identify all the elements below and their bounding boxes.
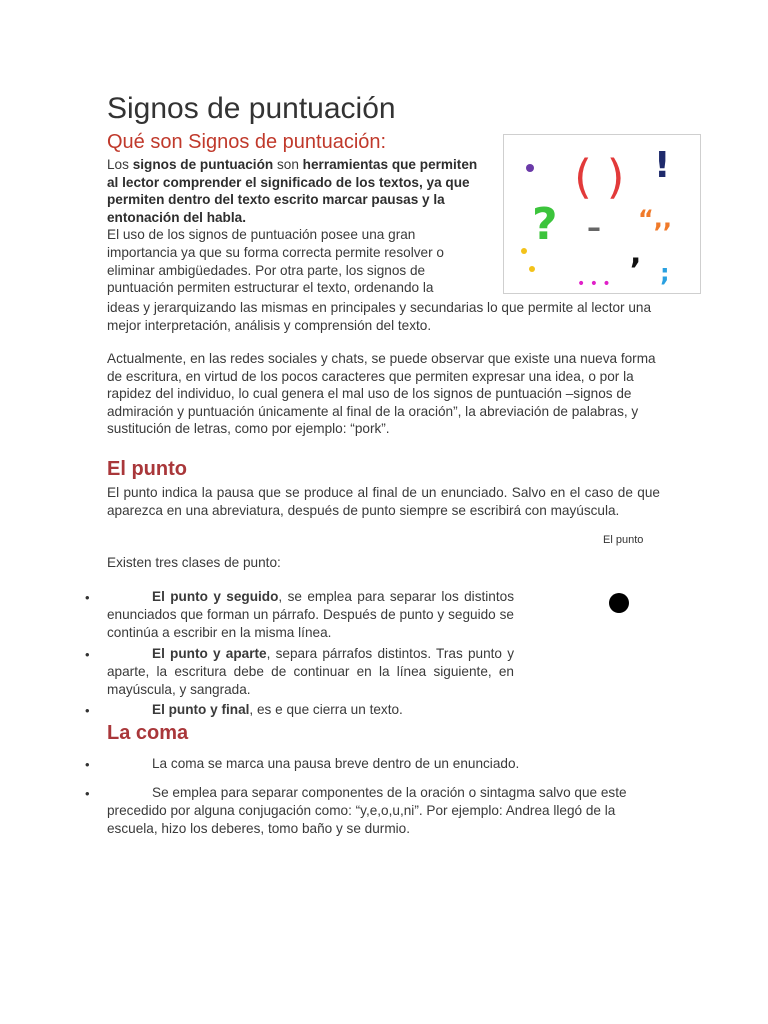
intro-bold-definition: herramientas que permiten al lector comprender el significado de los textos, ya que permiten dentro del texto escrito marcar pausas y la entonación del habla.	[107, 157, 478, 225]
period-dot-icon	[609, 593, 629, 613]
intro-line: puntuación permiten estructurar el texto, ordenando la	[107, 280, 434, 296]
intro-bold-term: signos de puntuación	[132, 157, 274, 172]
list-item: Se emplea para separar componentes de la oración o sintagma salvo que este precedido por alguna conjugación como: “y,e,o,u,ni”. Por ejemplo: Andrea llegó de la escuela, hizo los deberes, tomo baño y se durmio.	[107, 785, 627, 836]
intro-paragraph	[107, 156, 482, 297]
section-subtitle: Qué son Signos de puntuación:	[107, 131, 387, 153]
item-term: El punto y aparte	[152, 646, 267, 661]
intro-line: eliminar ambigüedades. Por otra parte, los signos de	[107, 262, 426, 278]
list-item: La coma se marca una pausa breve dentro de un enunciado.	[152, 756, 520, 771]
bullet-icon: •	[85, 703, 90, 718]
item-text: , se emplea para separar los distintos enunciados que forman un párrafo. Después de punto y seguido se continúa a escribir en la misma línea.	[107, 589, 514, 640]
intro-line: El uso de los signos de puntuación posee una gran	[107, 227, 416, 243]
punctuation-image	[503, 134, 701, 294]
list-item	[107, 645, 514, 699]
item-text: , es e que cierra un texto.	[249, 702, 403, 717]
punto-image-caption: El punto	[603, 534, 644, 546]
quotes-glyph: “,,	[638, 205, 673, 233]
comma-glyph: ,	[630, 236, 642, 271]
heading-la-coma: La coma	[107, 722, 189, 744]
page-title: Signos de puntuación	[107, 92, 396, 125]
parens-glyph: ( )	[574, 150, 625, 204]
question-glyph: ?	[532, 199, 558, 250]
intro-line: importancia ya que su forma correcta permite resolver o	[107, 244, 444, 260]
item-term: El punto y final	[152, 702, 250, 717]
punto-description: El punto indica la pausa que se produce al final de un enunciado. Salvo en el caso de que aparezca en una abreviatura, después de punto siempre se escribirá con mayúscula.	[107, 485, 660, 518]
list-item	[107, 701, 527, 719]
bullet-icon: •	[85, 590, 90, 605]
exclaim-glyph: !	[654, 145, 671, 186]
bullet-icon: •	[85, 757, 90, 772]
intro-continuation: ideas y jerarquizando las mismas en principales y secundarias lo que permite al lector una mejor interpretación, análisis y comprensión del texto.	[107, 300, 652, 333]
list-item	[107, 588, 514, 642]
item-term: El punto y seguido	[152, 589, 279, 604]
item-text: , separa párrafos distintos. Tras punto y aparte, la escritura debe de continuar en la línea siguiente, en mayúscula, y sangrada.	[107, 646, 514, 697]
punctuation-illustration-icon	[504, 135, 700, 293]
intro-text: son	[273, 157, 303, 172]
bullet-icon: •	[85, 786, 90, 801]
dash-glyph: –	[587, 211, 601, 244]
punto-classes-intro: Existen tres clases de punto:	[107, 555, 281, 570]
social-media-paragraph: Actualmente, en las redes sociales y chats, se puede observar que existe una nueva forma de escritura, en virtud de los pocos caracteres que permiten expresar una idea, o por la rapidez del individuo, lo cual genera el mal uso de los signos de puntuación –signos de admiración y puntuación únicamente al final de la oración”, la abreviación de palabras, y sustitución de letras, como por ejemplo: “pork”.	[107, 351, 656, 437]
ellipsis-glyph: • • •	[577, 276, 611, 292]
heading-el-punto: El punto	[107, 458, 187, 480]
intro-text: Los	[107, 157, 133, 172]
semicolon-glyph: ;	[660, 259, 670, 287]
bullet-icon: •	[85, 647, 90, 662]
